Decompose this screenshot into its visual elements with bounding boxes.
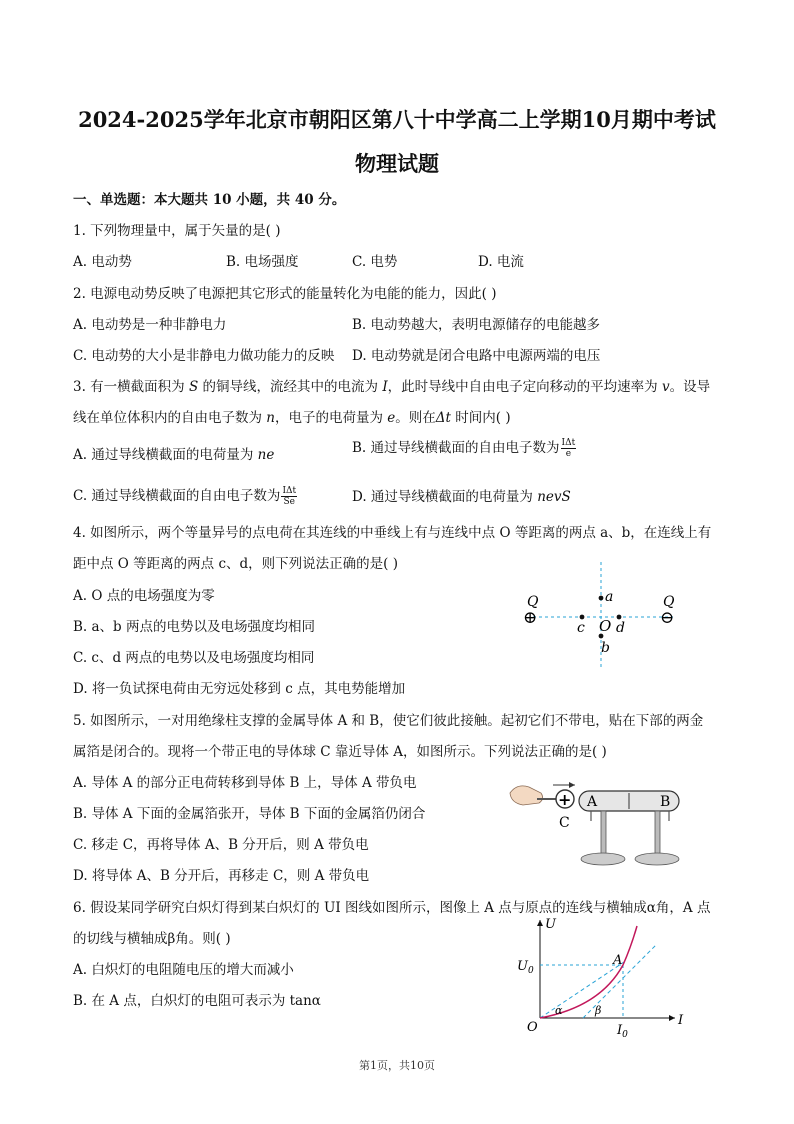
point-d [617,615,622,620]
origin-label: O [527,1020,538,1035]
beta-label: β [595,1004,602,1017]
q3-text: 时间内( ) [450,410,511,426]
stand-base-a [581,853,625,865]
u0-symbol: U [517,959,528,974]
q3-text: 3. 有一横截面积为 [73,379,189,395]
q4-option-b: B. a、b 两点的电势以及电场强度均相同 [73,619,315,635]
q6-option-a: A. 白炽灯的电阻随电压的增大而减小 [73,962,294,978]
q3-text: 。则在 [395,410,436,426]
q3-symbol-s: S [188,379,199,395]
q4-stem-line2: 距中点 O 等距离的两点 c、d，则下列说法正确的是( ) [73,556,398,572]
u0-label [517,959,534,976]
positive-charge-icon: ⊕ [523,608,538,628]
label-d: d [616,620,625,636]
secant-line [540,960,627,1018]
u0-subscript: 0 [527,966,534,976]
q4-charge-figure [515,560,690,670]
plus-sign-icon: + [558,790,572,809]
q5-option-d: D. 将导体 A、B 分开后，再移走 C，则 A 带负电 [73,868,370,884]
q6-ui-graph [505,912,695,1042]
q3-text: 的铜导线，流经其中的电流为 [198,379,383,395]
q5-option-a: A. 导体 A 的部分正电荷转移到导体 B 上，导体 A 带负电 [73,775,417,791]
negative-charge-icon: ⊖ [660,608,675,628]
q6-stem-line2: 的切线与横轴成β角。则( ) [73,931,231,947]
q3-option-a-text: A. 通过导线横截面的电荷量为 [73,447,258,463]
fraction-numerator: IΔt [282,486,297,496]
alpha-label: α [555,1004,563,1017]
label-b: B [660,794,671,810]
hand-icon [510,786,543,805]
q3-symbol-e: e [387,410,396,426]
arrowhead-icon [569,782,575,788]
q2-option-c: C. 电动势的大小是非静电力做功能力的反映 [73,348,335,364]
q3-option-a-math: ne [257,447,275,463]
insulating-stand-a [601,811,606,855]
i0-subscript: 0 [622,1030,628,1040]
q3-symbol-i: I [382,379,388,395]
q5-conductor-figure [505,775,705,875]
i0-symbol: I [617,1023,623,1038]
q1-option-a: A. 电动势 [73,254,132,270]
label-a: A [587,794,598,810]
page-title: 2024-2025学年北京市朝阳区第八十中学高二上学期10月期中考试 [78,107,716,132]
q6-stem-line1: 6. 假设某同学研究白炽灯得到某白炽灯的 UI 图线如图所示，图像上 A 点与原点的连线与横轴成α角，A 点 [73,900,711,916]
q1-option-b: B. 电场强度 [226,254,299,270]
q3-text: 线在单位体积内的自由电子数为 [73,410,267,426]
q6-option-b: B. 在 A 点，白炽灯的电阻可表示为 tanα [73,993,321,1009]
fraction-denominator: Se [283,497,296,507]
q3-option-d-text: D. 通过导线横截面的电荷量为 [352,489,538,505]
stand-base-b [635,853,679,865]
q2-option-b: B. 电动势越大，表明电源储存的电能越多 [352,317,601,333]
q3-option-b-text: B. 通过导线横截面的自由电子数为 [352,440,560,456]
q3-text: ，此时导线中自由电子定向移动的平均速率为 [387,379,662,395]
q3-option-a [73,443,274,463]
insulating-stand-b [655,811,660,855]
charge-label-right: Q [663,594,675,610]
q5-stem-line2: 属箔是闭合的。现将一个带正电的导体球 C 靠近导体 A，如图所示。下列说法正确的是( ) [73,744,607,760]
q3-symbol-v: v [661,379,670,395]
q3-text: ，电子的电荷量为 [275,410,388,426]
q4-stem-line1: 4. 如图所示，两个等量异号的点电荷在其连线的中垂线上有与连线中点 O 等距离的两点 a、b，在连线上有 [73,525,712,541]
q4-option-d: D. 将一负试探电荷由无穷远处移到 c 点，其电势能增加 [73,681,406,697]
i0-label [616,1023,628,1040]
q3-option-b [352,436,576,459]
charge-label-left: Q [527,594,539,610]
q2-option-a: A. 电动势是一种非静电力 [73,317,227,333]
point-a [599,596,604,601]
point-a-label: A [613,953,623,968]
label-c: c [577,620,585,636]
page-subtitle: 物理试题 [355,151,439,176]
q1-stem: 1. 下列物理量中，属于矢量的是( ) [73,223,281,239]
q3-option-d [352,485,571,505]
q3-option-c [73,484,297,507]
section-heading: 一、单选题：本大题共 10 小题，共 40 分。 [73,192,346,208]
q3-option-b-fraction [561,438,577,459]
label-a: a [605,589,614,605]
label-c: C [559,815,570,831]
q1-option-d: D. 电流 [478,254,524,270]
q2-option-d: D. 电动势就是闭合电路中电源两端的电压 [352,348,601,364]
page-footer: 第1页，共10页 [359,1059,435,1072]
q4-option-c: C. c、d 两点的电势以及电场强度均相同 [73,650,315,666]
q3-stem-line2 [73,406,511,426]
label-o: O [599,617,612,635]
q3-symbol-dt: Δt [435,410,451,426]
point-c [580,615,585,620]
q3-text: 。设导 [669,379,711,395]
q4-option-a: A. O 点的电场强度为零 [73,588,215,604]
u-axis-label: U [545,917,556,932]
fraction-numerator: IΔt [561,438,576,448]
label-b: b [601,640,610,656]
fraction-denominator: e [565,449,572,459]
q3-option-d-math: nevS [537,489,571,505]
i-axis-label: I [678,1013,684,1028]
q5-option-c: C. 移走 C，再将导体 A、B 分开后，则 A 带负电 [73,837,369,853]
q3-stem-line1 [73,375,710,395]
q5-option-b: B. 导体 A 下面的金属箔张开，导体 B 下面的金属箔仍闭合 [73,806,426,822]
q3-symbol-n: n [266,410,275,426]
q5-stem-line1: 5. 如图所示，一对用绝缘柱支撑的金属导体 A 和 B，使它们彼此接触。起初它们不带电，贴在下部的两金 [73,713,704,729]
q2-stem: 2. 电源电动势反映了电源把其它形式的能量转化为电能的能力，因此( ) [73,286,497,302]
q1-option-c: C. 电势 [352,254,398,270]
q3-option-c-fraction [281,486,297,507]
q3-option-c-text: C. 通过导线横截面的自由电子数为 [73,488,281,504]
